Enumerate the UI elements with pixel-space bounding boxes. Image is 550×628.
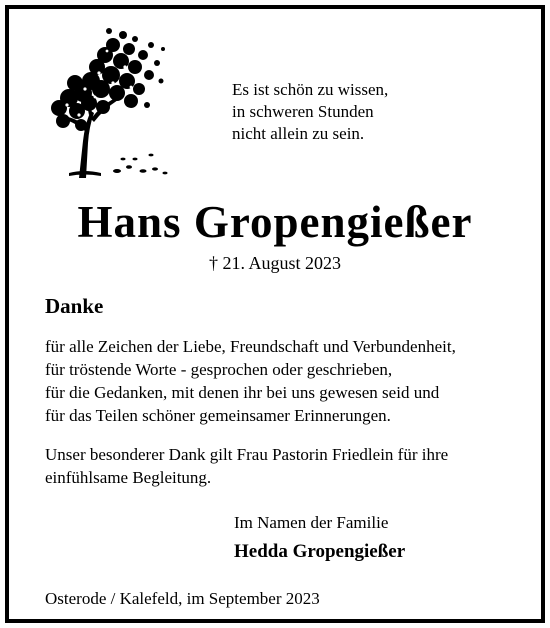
thanks-heading: Danke (45, 294, 104, 318)
poem-line: in schweren Stunden (232, 102, 374, 121)
deceased-name: Hans Gropengießer (77, 197, 473, 247)
text-line: für die Gedanken, mit denen ihr bei uns gewesen seid und (45, 383, 440, 402)
obituary-notice (5, 5, 545, 623)
place-and-date: Osterode / Kalefeld, im September 2023 (45, 589, 320, 608)
text-line: für alle Zeichen der Liebe, Freundschaft und Verbundenheit, (45, 337, 456, 356)
signature-label: Im Namen der Familie (234, 513, 389, 532)
thanks-paragraph-1 (45, 335, 456, 427)
poem-line: nicht allein zu sein. (232, 124, 365, 143)
poem (232, 79, 388, 145)
text-line: Unser besonderer Dank gilt Frau Pastorin Friedlein für ihre (45, 445, 449, 464)
signature-name: Hedda Gropengießer (234, 541, 406, 562)
windblown-tree-icon (39, 23, 174, 183)
death-date: † 21. August 2023 (208, 253, 341, 273)
text-line: für tröstende Worte - gesprochen oder geschrieben, (45, 360, 393, 379)
poem-line: Es ist schön zu wissen, (232, 80, 389, 99)
thanks-paragraph-2 (45, 443, 448, 489)
text-line: einfühlsame Begleitung. (45, 468, 212, 487)
text-line: für das Teilen schöner gemeinsamer Erinnerungen. (45, 406, 391, 425)
